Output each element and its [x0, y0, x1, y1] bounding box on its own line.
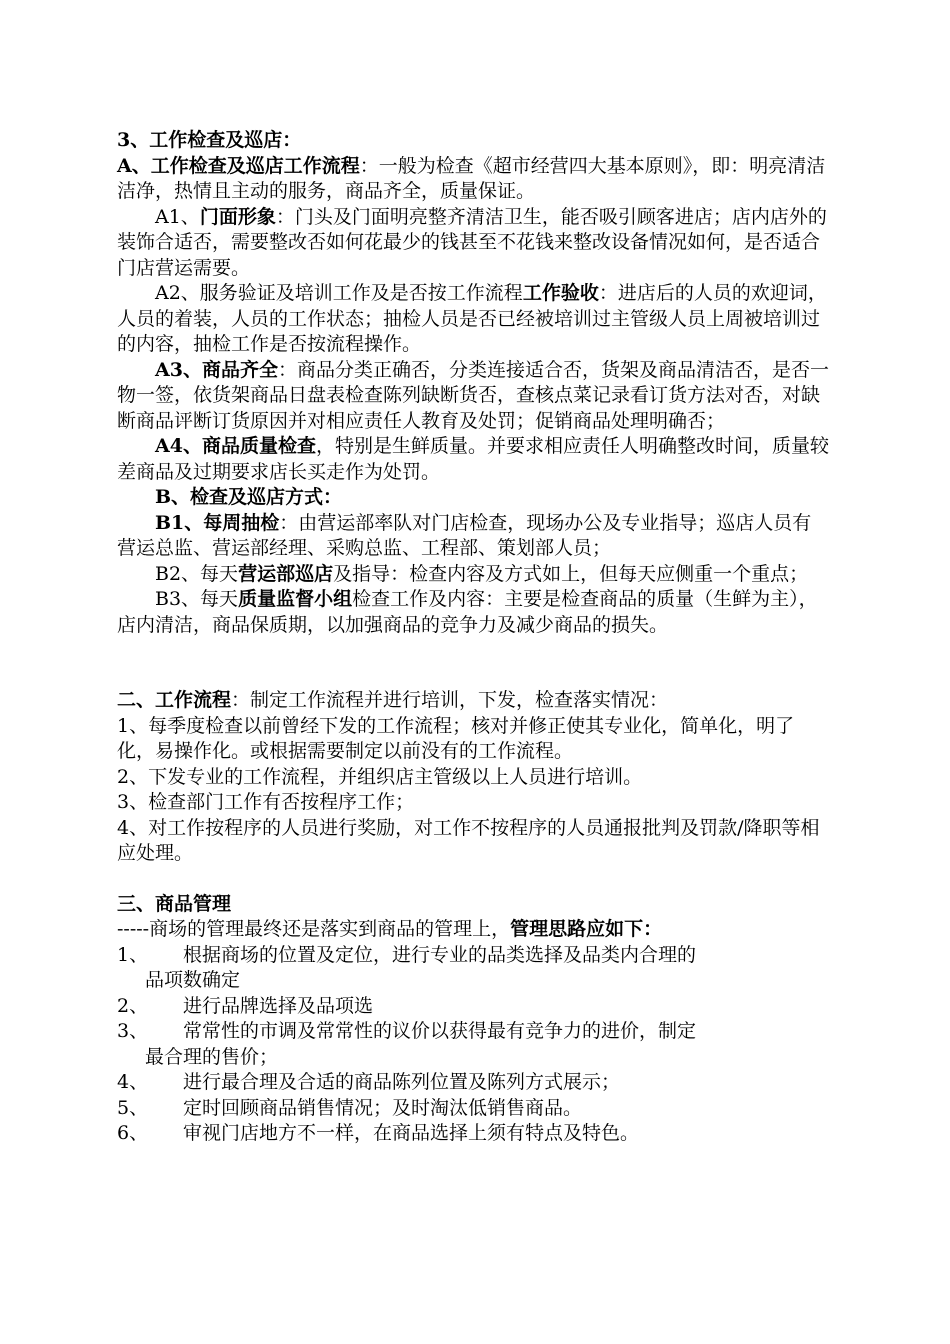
merchandise-item: 4、 进行最合理及合适的商品陈列位置及陈列方式展示；	[117, 1071, 621, 1093]
paragraph-a4: A4、商品质量检查，特别是生鲜质量。并要求相应责任人明确整改时间，质量较差商品及过期要求店长买走作为处罚。	[117, 435, 829, 483]
workflow-item: 1、每季度检查以前曾经下发的工作流程；核对并修正使其专业化，简单化，明了化，易操作化。或根据需要制定以前没有的工作流程。	[117, 714, 795, 762]
paragraph-a3: A3、商品齐全：商品分类正确否，分类连接适合否，货架及商品清洁否，是否一物一签，依货架商品日盘表检查陈列缺断货否，查核点菜记录看订货方法对否，对缺断商品评断订货原因并对相应责任人教育及处罚；促销商品处理明确否；	[117, 358, 829, 432]
section-heading-workflow: 二、工作流程：制定工作流程并进行培训，下发，检查落实情况：	[117, 689, 669, 711]
spacer	[117, 867, 829, 892]
merchandise-item: 1、 根据商场的位置及定位，进行专业的品类选择及品类内合理的 品项数确定	[117, 943, 697, 991]
document-body	[117, 128, 829, 1147]
merchandise-intro: -----商场的管理最终还是落实到商品的管理上，管理思路应如下：	[117, 918, 663, 940]
section-heading-inspection: 3、工作检查及巡店：	[117, 129, 302, 151]
paragraph-a1: A1、门面形象：门头及门面明亮整齐清洁卫生，能否吸引顾客进店；店内店外的装饰合适否，需要整改否如何花最少的钱甚至不花钱来整改设备情况如何，是否适合门店营运需要。	[117, 205, 827, 279]
paragraph-a: A、工作检查及巡店工作流程：一般为检查《超市经营四大基本原则》，即：明亮清洁洁净，热情且主动的服务，商品齐全，质量保证。	[117, 154, 826, 202]
workflow-item: 3、检查部门工作有否按程序工作；	[117, 791, 415, 813]
paragraph-b3: B3、每天质量监督小组检查工作及内容：主要是检查商品的质量（生鲜为主），店内清洁，商品保质期，以加强商品的竞争力及减少商品的损失。	[117, 588, 818, 636]
paragraph-b2: B2、每天营运部巡店及指导：检查内容及方式如上，但每天应侧重一个重点；	[155, 562, 809, 585]
merchandise-item: 2、 进行品牌选择及品项选	[117, 994, 374, 1017]
merchandise-item: 5、 定时回顾商品销售情况；及时淘汰低销售商品。	[117, 1096, 583, 1119]
paragraph-a-label: A、工作检查及巡店工作流程	[117, 154, 360, 177]
paragraph-b-heading: B、检查及巡店方式：	[155, 486, 343, 508]
workflow-item: 4、对工作按程序的人员进行奖励，对工作不按程序的人员通报批判及罚款/降职等相应处理。	[117, 816, 820, 864]
merchandise-item: 6、 审视门店地方不一样，在商品选择上须有特点及特色。	[117, 1122, 640, 1144]
paragraph-b1: B1、每周抽检：由营运部率队对门店检查，现场办公及专业指导；巡店人员有营运总监、营运部经理、采购总监、工程部、策划部人员；	[117, 511, 812, 559]
workflow-item: 2、下发专业的工作流程，并组织店主管级以上人员进行培训。	[117, 765, 643, 788]
spacer	[117, 638, 829, 688]
section-heading-merchandise: 三、商品管理	[117, 892, 232, 915]
merchandise-item: 3、 常常性的市调及常常性的议价以获得最有竞争力的进价，制定 最合理的售价；	[117, 1020, 697, 1068]
paragraph-a2: A2、服务验证及培训工作及是否按工作流程工作验收：进店后的人员的欢迎词，人员的着装，人员的工作状态；抽检人员是否已经被培训过主管级人员上周被培训过的内容，抽检工作是否按流程操作。	[117, 282, 827, 355]
